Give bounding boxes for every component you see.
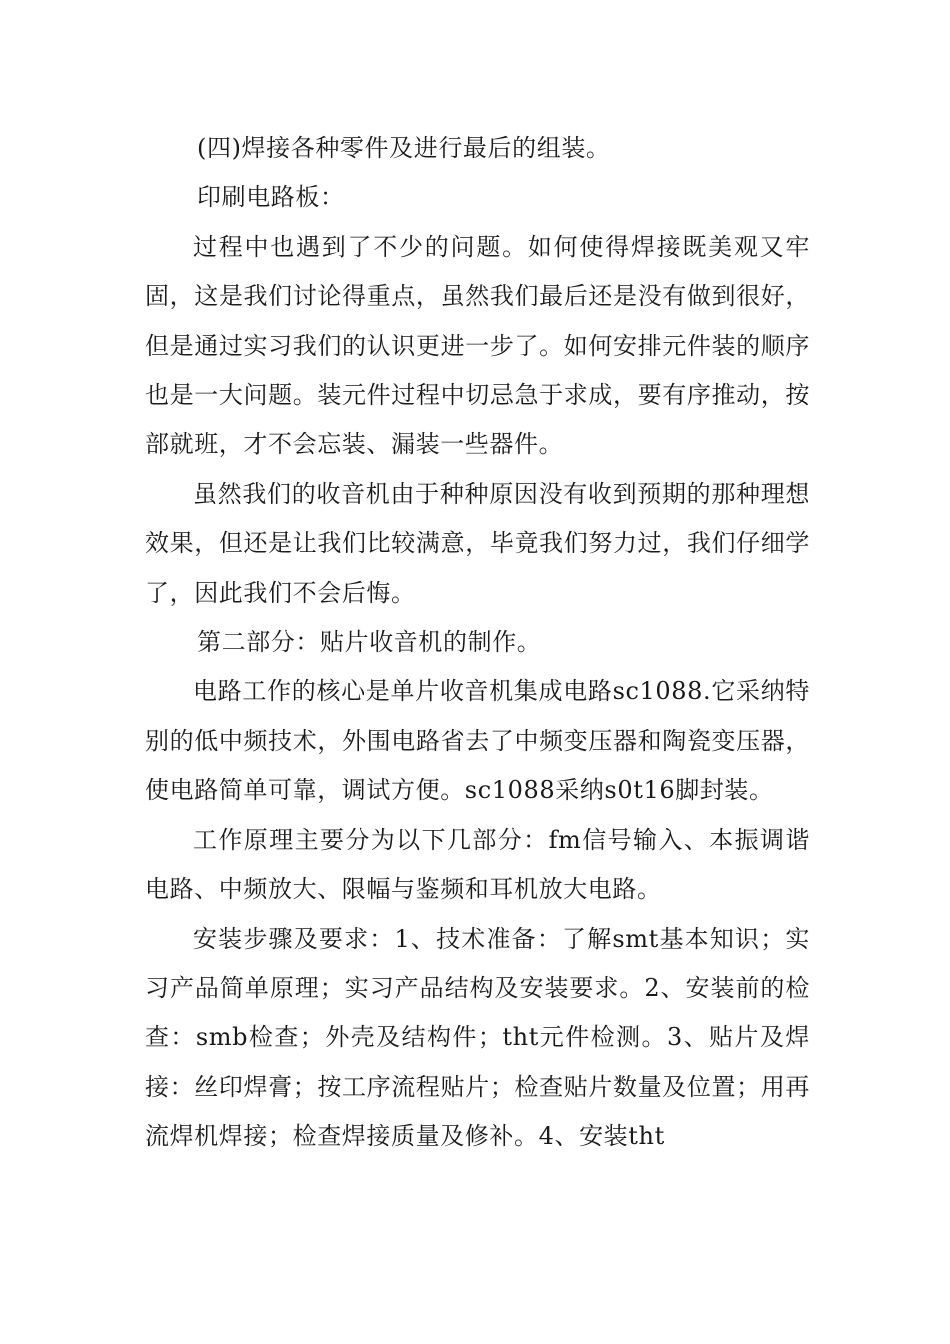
document-page [145, 124, 810, 1162]
paragraph-working-principle: 工作原理主要分为以下几部分：fm信号输入、本振调谐电路、中频放大、限幅与鉴频和耳机放大电路。 [145, 825, 810, 904]
paragraph-install-steps: 安装步骤及要求：1、技术准备：了解smt基本知识；实习产品简单原理；实习产品结构及安装要求。2、安装前的检查：smb检查；外壳及结构件；tht元件检测。3、贴片及焊接：丝印焊膏；按工序流程贴片；检查贴片数量及位置；用再流焊机焊接；检查焊接质量及修补。4、安装tht [145, 924, 810, 1151]
paragraph-reflection: 虽然我们的收音机由于种种原因没有收到预期的那种理想效果，但还是让我们比较满意，毕竟我们努力过，我们仔细学了，因此我们不会后悔。 [145, 479, 810, 607]
section-heading-pcb: 印刷电路板： [197, 183, 345, 212]
section-heading-welding-assembly: (四)焊接各种零件及进行最后的组装。 [197, 134, 611, 162]
paragraph-circuit-core: 电路工作的核心是单片收音机集成电路sc1088.它采纳特别的低中频技术，外围电路省去了中频变压器和陶瓷变压器，使电路简单可靠，调试方便。sc1088采纳s0t16脚封装。 [145, 677, 810, 805]
section-heading-part-two: 第二部分：贴片收音机的制作。 [197, 628, 542, 657]
paragraph-problems: 过程中也遇到了不少的问题。如何使得焊接既美观又牢固，这是我们讨论得重点，虽然我们最后还是没有做到很好，但是通过实习我们的认识更进一步了。如何安排元件装的顺序也是一大问题。装元件过程中切忌急于求成，要有序推动，按部就班，才不会忘装、漏装一些器件。 [145, 232, 810, 459]
